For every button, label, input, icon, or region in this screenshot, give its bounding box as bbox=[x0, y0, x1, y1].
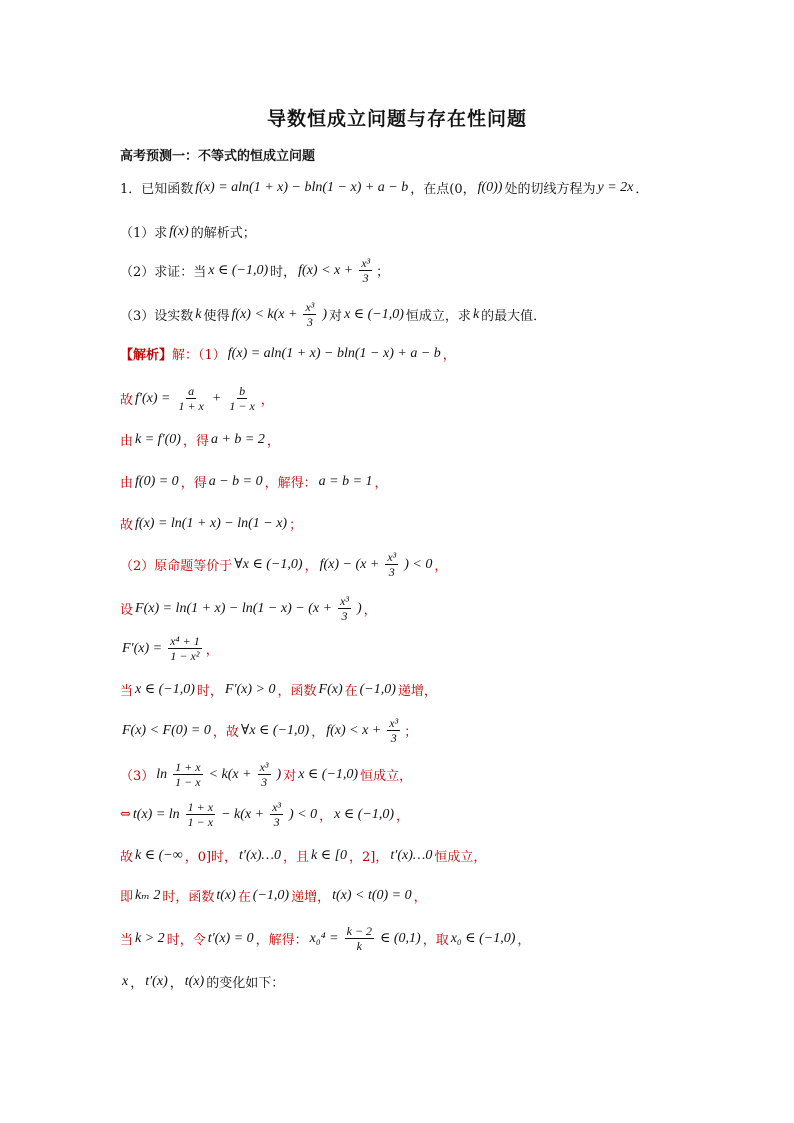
math: x ∈ (−1,0) bbox=[344, 307, 404, 322]
text: （2）原命题等价于 bbox=[120, 559, 233, 574]
math: f′(x) = bbox=[135, 390, 171, 406]
math: ) bbox=[276, 766, 282, 782]
math: f(0) = 0 bbox=[135, 473, 179, 489]
text: 的解析式； bbox=[190, 226, 256, 241]
math: ∀x ∈ (−1,0) bbox=[240, 723, 310, 738]
math: k > 2 bbox=[135, 930, 165, 946]
math: ) < 0 bbox=[289, 806, 318, 822]
text: 设 bbox=[120, 603, 134, 618]
math: x ∈ (−1,0) bbox=[334, 807, 395, 822]
math: f(x) < x + bbox=[326, 722, 382, 738]
numerator: a bbox=[188, 384, 195, 398]
fraction bbox=[383, 550, 400, 579]
solution-line-12 bbox=[120, 800, 409, 829]
fraction bbox=[184, 800, 217, 829]
page-title: 导数恒成立问题与存在性问题 bbox=[266, 108, 527, 130]
fraction bbox=[301, 300, 318, 329]
math: t(x) bbox=[216, 887, 236, 903]
math: F′(x) > 0 bbox=[224, 681, 276, 697]
fraction bbox=[256, 760, 273, 789]
text: 当 bbox=[120, 684, 134, 699]
math: + bbox=[211, 390, 222, 406]
text: 1．已知函数 bbox=[120, 182, 194, 197]
math: k = f′(0) bbox=[135, 431, 181, 447]
math: t′(x) = 0 bbox=[207, 930, 254, 946]
fraction bbox=[171, 760, 204, 789]
text: ，得 bbox=[182, 434, 209, 449]
solution-line-2 bbox=[120, 384, 274, 413]
text: （1）求 bbox=[120, 226, 168, 241]
text: 时，令 bbox=[166, 933, 206, 948]
solution-line-16 bbox=[120, 972, 284, 991]
solution-line-6 bbox=[120, 550, 447, 579]
text: ； bbox=[376, 265, 390, 280]
solution-line-5 bbox=[120, 514, 302, 533]
text: 故 bbox=[120, 850, 134, 865]
text: ，取 bbox=[422, 933, 449, 948]
denominator: 1 − x bbox=[175, 775, 201, 789]
text: （3） bbox=[120, 769, 155, 784]
text: ，故 bbox=[212, 725, 239, 740]
text: ， bbox=[413, 890, 427, 905]
math: x ∈ (−1,0) bbox=[298, 767, 359, 782]
fraction bbox=[336, 594, 353, 623]
text: ， bbox=[319, 809, 333, 824]
text: 即 bbox=[120, 890, 134, 905]
numerator: x³ bbox=[389, 716, 399, 730]
math: a = b = 1 bbox=[318, 473, 373, 489]
text: ． bbox=[635, 182, 649, 197]
math: f(x) = aln(1 + x) − bln(1 − x) + a − b bbox=[227, 345, 441, 361]
denominator: 3 bbox=[341, 609, 348, 623]
math: x ∈ (−1,0) bbox=[135, 682, 195, 697]
math: t′(x)…0 bbox=[239, 847, 281, 863]
math: t(x) < t(0) = 0 bbox=[332, 887, 412, 903]
math: a − b = 0 bbox=[208, 473, 263, 489]
numerator: x³ bbox=[340, 594, 349, 608]
text: 的变化如下： bbox=[206, 976, 285, 991]
math: x₀ ∈ (−1,0) bbox=[450, 931, 516, 946]
numerator: x³ bbox=[387, 550, 397, 564]
text: ； bbox=[289, 518, 303, 533]
denominator: 3 bbox=[388, 565, 395, 579]
text: ⇔ bbox=[120, 807, 131, 822]
math: x ∈ (−1,0) bbox=[208, 263, 269, 278]
solution-line-3 bbox=[120, 430, 280, 449]
solution-line-8 bbox=[120, 634, 219, 663]
text: ， bbox=[434, 559, 448, 574]
text: ，解得： bbox=[255, 933, 308, 948]
numerator: 1 + x bbox=[187, 800, 214, 814]
denominator: 3 bbox=[306, 315, 313, 329]
math: ) bbox=[356, 600, 362, 616]
text: ， bbox=[169, 976, 183, 991]
text: ，解得： bbox=[264, 476, 317, 491]
numerator: k − 2 bbox=[346, 924, 372, 938]
fraction bbox=[357, 256, 374, 285]
math: f(x) < x + bbox=[298, 262, 354, 278]
text: ，函数 bbox=[277, 684, 317, 699]
part-2 bbox=[120, 256, 389, 285]
math: F(x) = ln(1 + x) − ln(1 − x) − (x + bbox=[135, 600, 333, 616]
math: f(x) = aln(1 + x) − bln(1 − x) + a − b bbox=[195, 179, 409, 195]
math: f(0)) bbox=[477, 179, 503, 195]
text: 对 bbox=[283, 769, 297, 784]
denominator: 1 − x bbox=[229, 399, 255, 413]
math: k bbox=[195, 306, 202, 322]
math: k ∈ (−∞ bbox=[135, 848, 183, 863]
math: − k(x + bbox=[221, 806, 265, 822]
text: 恒成立， bbox=[360, 769, 413, 784]
numerator: 1 + x bbox=[175, 760, 201, 774]
text: 在 bbox=[344, 684, 358, 699]
text: 恒成立， bbox=[434, 850, 487, 865]
solution-line-13 bbox=[120, 846, 486, 865]
math: F(x) < F(0) = 0 bbox=[122, 722, 211, 738]
text: 时， bbox=[196, 684, 223, 699]
analysis-tag: 【解析】 bbox=[120, 348, 173, 363]
math: t′(x) bbox=[145, 973, 168, 989]
math: f(x) < k(x + bbox=[231, 306, 298, 322]
text: ， bbox=[442, 348, 456, 363]
text: ， bbox=[517, 933, 531, 948]
math: kₘ 2 bbox=[135, 888, 161, 903]
text: 故 bbox=[120, 518, 134, 533]
math: F′(x) = bbox=[122, 640, 163, 656]
text: 当 bbox=[120, 933, 134, 948]
numerator: b bbox=[239, 384, 246, 398]
text: ， bbox=[396, 809, 410, 824]
text: ， bbox=[266, 434, 280, 449]
math: f(x) bbox=[169, 223, 189, 239]
text: 使得 bbox=[203, 309, 230, 324]
math: x₀⁴ = bbox=[309, 930, 339, 946]
part-3 bbox=[120, 300, 546, 329]
fraction bbox=[225, 384, 258, 413]
math: x bbox=[122, 973, 129, 989]
denominator: 3 bbox=[362, 271, 369, 285]
numerator: x³ bbox=[305, 300, 315, 314]
text: ，2]， bbox=[349, 850, 389, 865]
text: 对 bbox=[329, 309, 343, 324]
math: f(x) − (x + bbox=[319, 556, 380, 572]
denominator: 1 − x² bbox=[170, 649, 200, 663]
math: f(x) = ln(1 + x) − ln(1 − x) bbox=[135, 515, 288, 531]
fraction bbox=[166, 634, 204, 663]
math: ) bbox=[322, 306, 328, 322]
denominator: k bbox=[356, 939, 362, 953]
text: 处的切线方程为 bbox=[504, 182, 596, 197]
text: 递增， bbox=[397, 684, 437, 699]
text: ， bbox=[130, 976, 144, 991]
text: 由 bbox=[120, 476, 134, 491]
text: 的最大值． bbox=[481, 309, 547, 324]
solution-line-4 bbox=[120, 472, 388, 491]
math: (−1,0) bbox=[359, 681, 396, 697]
fraction bbox=[385, 716, 402, 745]
text: ， bbox=[205, 643, 219, 658]
fraction bbox=[174, 384, 207, 413]
math: y = 2x bbox=[597, 179, 634, 195]
text: ， bbox=[311, 725, 325, 740]
text: ， bbox=[374, 476, 388, 491]
solution-line-7 bbox=[120, 594, 377, 623]
math: t(x) bbox=[184, 973, 205, 989]
text: ，且 bbox=[282, 850, 309, 865]
text: ， bbox=[304, 559, 318, 574]
text: 在 bbox=[237, 890, 251, 905]
numerator: x³ bbox=[361, 256, 371, 270]
text: 故 bbox=[120, 393, 134, 408]
math: a + b = 2 bbox=[210, 431, 265, 447]
text: 时，函数 bbox=[162, 890, 215, 905]
denominator: 1 − x bbox=[187, 815, 214, 829]
math: ln bbox=[156, 766, 168, 782]
text: 由 bbox=[120, 434, 134, 449]
math: k bbox=[472, 306, 480, 322]
text: 时， bbox=[270, 265, 297, 280]
math: F(x) bbox=[318, 681, 343, 697]
denominator: 1 + x bbox=[178, 399, 204, 413]
solution-line-15 bbox=[120, 924, 530, 953]
text: （3）设实数 bbox=[120, 309, 194, 324]
text: （2）求证：当 bbox=[120, 265, 207, 280]
text: 恒成立，求 bbox=[405, 309, 471, 324]
solution-line-10 bbox=[120, 716, 417, 745]
solution-line-11 bbox=[120, 760, 412, 789]
denominator: 3 bbox=[261, 775, 268, 789]
math: ) < 0 bbox=[404, 556, 433, 572]
math: k ∈ [0 bbox=[311, 848, 348, 863]
text: ，得 bbox=[180, 476, 207, 491]
numerator: x³ bbox=[259, 760, 269, 774]
text: ， bbox=[260, 393, 274, 408]
text: ； bbox=[404, 725, 418, 740]
text: 解：（1） bbox=[172, 348, 226, 363]
math: ∈ (0,1) bbox=[380, 931, 421, 946]
numerator: x⁴ + 1 bbox=[170, 634, 200, 648]
part-1 bbox=[120, 222, 256, 241]
question-1 bbox=[120, 178, 648, 197]
numerator: x³ bbox=[272, 800, 282, 814]
solution-line-1 bbox=[120, 344, 456, 363]
math: t′(x)…0 bbox=[390, 847, 433, 863]
math: (−1,0) bbox=[252, 887, 290, 903]
text: ，0]时， bbox=[184, 850, 238, 865]
fraction bbox=[268, 800, 285, 829]
text: 递增， bbox=[291, 890, 331, 905]
math: t(x) = ln bbox=[132, 806, 180, 822]
fraction bbox=[343, 924, 376, 953]
section-heading: 高考预测一：不等式的恒成立问题 bbox=[120, 149, 316, 164]
denominator: 3 bbox=[273, 815, 280, 829]
solution-line-14 bbox=[120, 886, 427, 905]
denominator: 3 bbox=[390, 731, 397, 745]
solution-line-9 bbox=[120, 680, 437, 699]
math: ∀x ∈ (−1,0) bbox=[234, 557, 303, 572]
text: ， bbox=[363, 603, 377, 618]
math: < k(x + bbox=[208, 766, 252, 782]
text: ，在点(0， bbox=[410, 182, 476, 197]
